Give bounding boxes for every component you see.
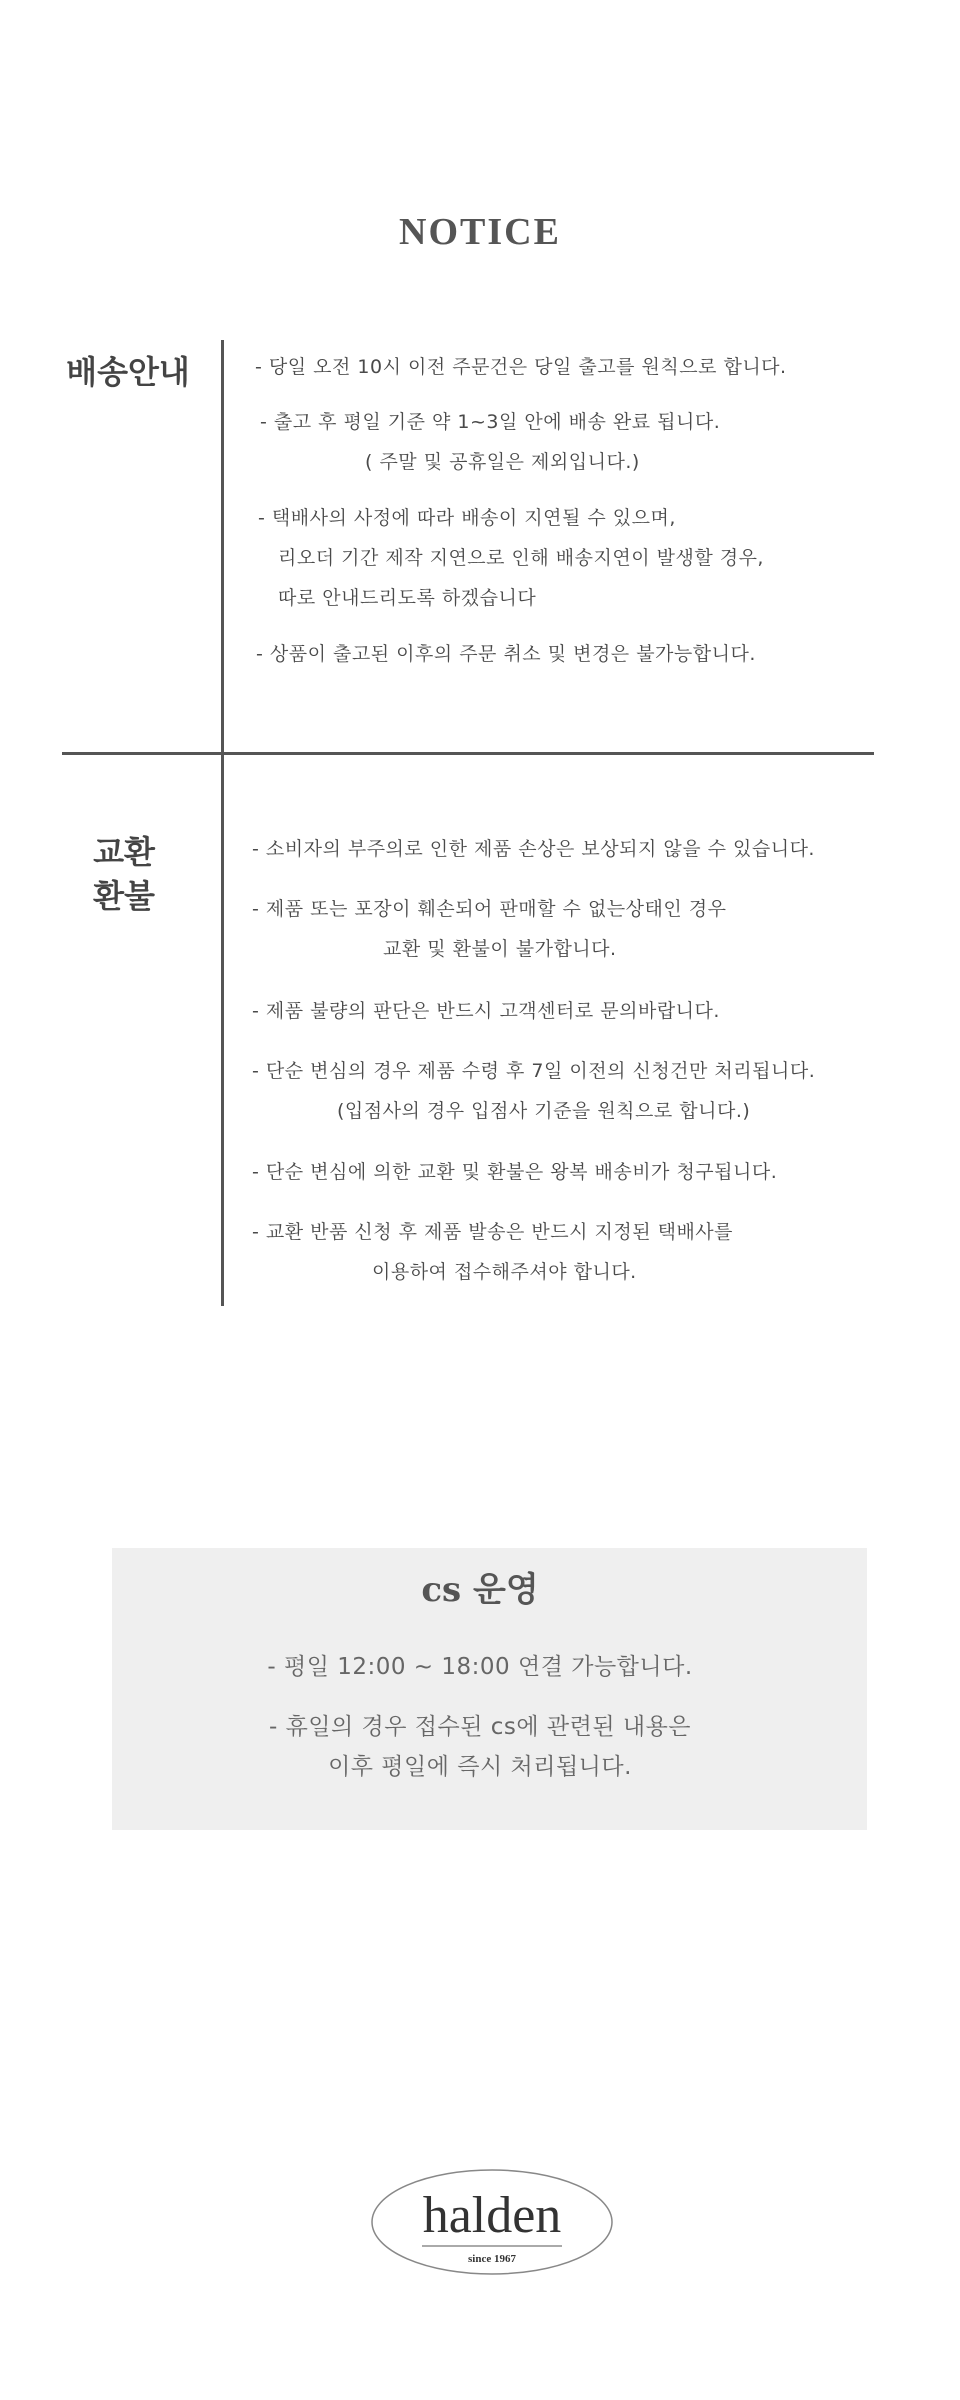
cs-line: 이후 평일에 즉시 처리됩니다. [328,1754,632,1780]
shipping-line: - 택배사의 사정에 따라 배송이 지연될 수 있으며, [258,507,676,529]
logo-wordmark: halden [422,2187,562,2244]
exchange-line: - 소비자의 부주의로 인한 제품 손상은 보상되지 않을 수 있습니다. [252,838,815,860]
shipping-heading: 배송안내 [66,353,190,391]
section-divider-vertical [221,754,224,1306]
shipping-line: 따로 안내드리도록 하겠습니다 [278,587,537,609]
exchange-heading-line: 환불 [93,877,155,915]
exchange-heading [54,830,194,918]
exchange-heading-line: 교환 [93,833,155,871]
exchange-line: 이용하여 접수해주셔야 합니다. [372,1261,637,1283]
exchange-line: - 교환 반품 신청 후 제품 발송은 반드시 지정된 택배사를 [252,1221,734,1243]
shipping-line: - 당일 오전 10시 이전 주문건은 당일 출고를 원칙으로 합니다. [255,356,787,378]
exchange-line: - 제품 불량의 판단은 반드시 고객센터로 문의바랍니다. [252,1000,720,1022]
shipping-line: - 상품이 출고된 이후의 주문 취소 및 변경은 불가능합니다. [256,643,756,665]
exchange-line: - 단순 변심에 의한 교환 및 환불은 왕복 배송비가 청구됩니다. [252,1161,778,1183]
brand-logo [370,2168,614,2276]
shipping-line: 리오더 기간 제작 지연으로 인해 배송지연이 발생할 경우, [278,547,764,569]
exchange-line: - 제품 또는 포장이 훼손되어 판매할 수 없는상태인 경우 [252,898,727,920]
page-title: NOTICE [399,211,561,253]
shipping-line: ( 주말 및 공휴일은 제외입니다.) [365,451,640,473]
cs-line: - 휴일의 경우 접수된 cs에 관련된 내용은 [268,1714,692,1740]
section-divider-vertical [221,340,224,754]
exchange-line: (입점사의 경우 입점사 기준을 원칙으로 합니다.) [337,1100,751,1122]
shipping-line: - 출고 후 평일 기준 약 1~3일 안에 배송 완료 됩니다. [260,411,721,433]
cs-line: - 평일 12:00 ~ 18:00 연결 가능합니다. [267,1654,693,1680]
cs-title: cs 운영 [421,1570,539,1610]
section-divider-horizontal [62,752,874,755]
exchange-line: - 단순 변심의 경우 제품 수령 후 7일 이전의 신청건만 처리됩니다. [252,1060,816,1082]
logo-tagline: since 1967 [468,2253,516,2265]
exchange-line: 교환 및 환불이 불가합니다. [383,938,617,960]
